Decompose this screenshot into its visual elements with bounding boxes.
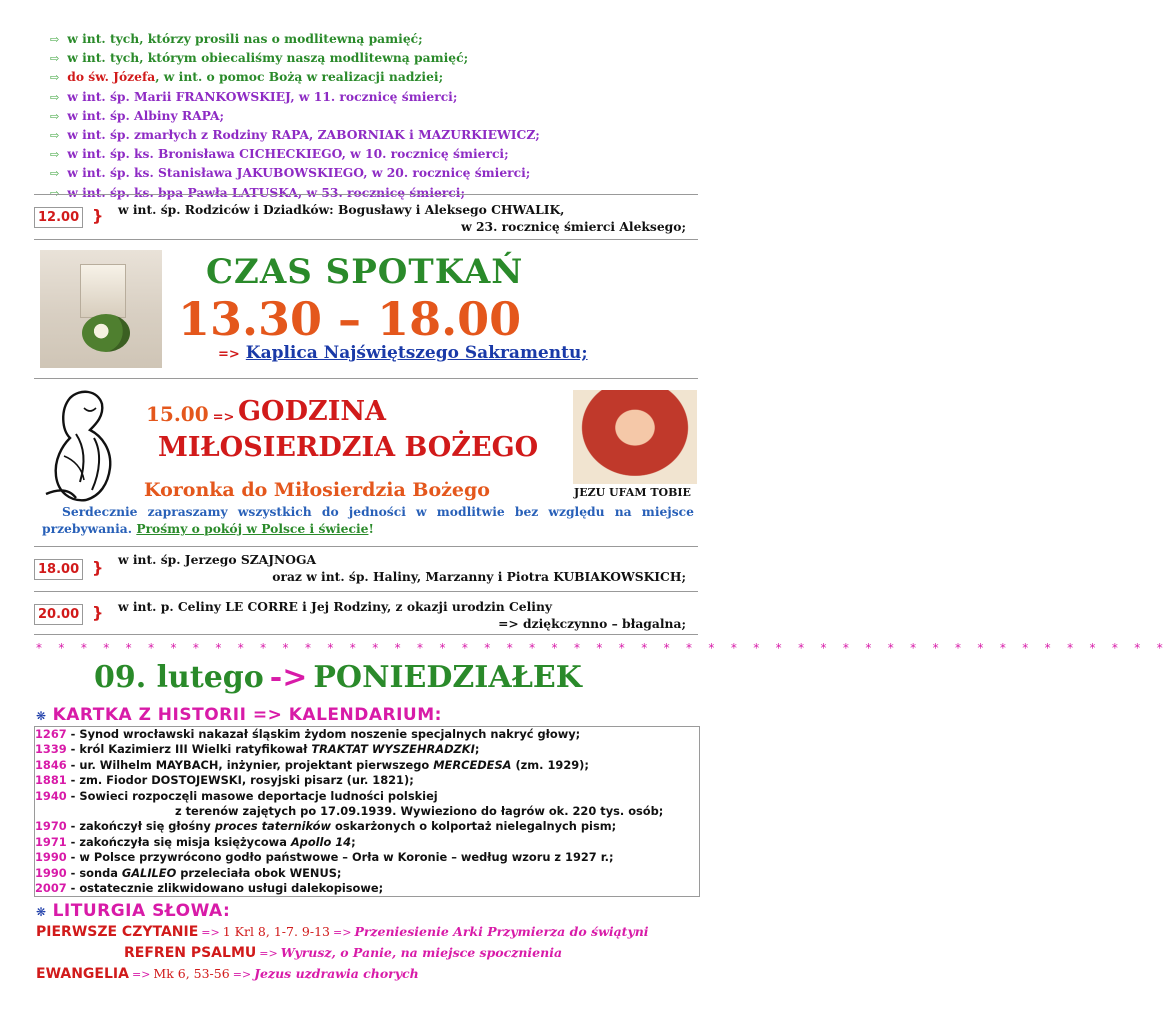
history-year: 2007 bbox=[35, 881, 67, 896]
mass-row-1200 bbox=[34, 194, 698, 240]
brace-icon: } bbox=[92, 603, 104, 622]
mass-time: 18.00 bbox=[34, 559, 83, 580]
mercy-title-2: MIŁOSIERDZIA BOŻEGO bbox=[158, 432, 539, 463]
mass-line: oraz w int. śp. Haliny, Marzanny i Piotra KUBIAKOWSKICH; bbox=[272, 569, 686, 584]
history-text: przeleciała obok WENUS; bbox=[176, 865, 342, 880]
mercy-invitation bbox=[42, 503, 694, 537]
history-year: 1940 bbox=[35, 788, 67, 803]
history-year: 1990 bbox=[35, 865, 67, 880]
history-item bbox=[35, 881, 699, 896]
history-box bbox=[34, 726, 700, 897]
arrow-right-icon: ⇨ bbox=[50, 148, 60, 162]
mercy-time: 15.00 bbox=[146, 402, 209, 426]
mass-row-1800 bbox=[34, 546, 698, 592]
reading-title: Przeniesienie Arki Przymierza do świątyni bbox=[354, 924, 649, 939]
history-em: GALILEO bbox=[121, 865, 177, 880]
mass-row-2000 bbox=[34, 594, 698, 635]
flower-bullet-icon: ❋ bbox=[36, 905, 47, 919]
arrow-right-icon: ⇨ bbox=[50, 33, 60, 46]
history-text: - Synod wrocławski nakazał śląskim żydom noszenie specjalnych nakryć głowy; bbox=[66, 727, 581, 741]
mercy-title-1: GODZINA bbox=[238, 396, 386, 427]
arrow-text: => bbox=[232, 968, 252, 981]
arrow-text: -> bbox=[269, 660, 308, 695]
arrow-right-icon: ⇨ bbox=[50, 129, 60, 143]
mass-intention bbox=[118, 201, 686, 235]
arrow-right-icon: ⇨ bbox=[50, 167, 60, 181]
mass-time: 20.00 bbox=[34, 604, 83, 625]
image-caption: JEZU UFAM TOBIE bbox=[574, 486, 691, 499]
gospel-title: Jezus uzdrawia chorych bbox=[254, 966, 419, 981]
arrow-text: => bbox=[333, 926, 352, 939]
brace-icon: } bbox=[92, 558, 104, 577]
arrow-text: => bbox=[218, 347, 240, 362]
intention-item: ⇨ w int. śp. ks. Bronisława CICHECKIEGO, w 10. rocznicę śmierci; bbox=[50, 146, 509, 162]
history-text: z terenów zajętych po 17.09.1939. Wywieziono do łagrów ok. 220 tys. osób; bbox=[175, 804, 664, 819]
meeting-place bbox=[218, 343, 588, 363]
history-item bbox=[35, 773, 699, 788]
intention-item: ⇨ w int. śp. zmarłych z Rodziny RAPA, ZABORNIAK i MAZURKIEWICZ; bbox=[50, 127, 540, 143]
history-text: - w Polsce przywrócono godło państwowe – Orła w Koronie – według wzoru z 1927 r.; bbox=[66, 850, 614, 865]
history-em: TRAKTAT WYSZEHRADZKI bbox=[311, 742, 475, 757]
intention-item: ⇨ w int. tych, którzy prosili nas o modlitewną pamięć; bbox=[50, 31, 423, 46]
history-text: - ostatecznie zlikwidowano usługi dalekopisowe; bbox=[66, 881, 384, 896]
gospel bbox=[36, 966, 419, 982]
history-text: - sonda bbox=[66, 865, 122, 880]
intention-item: ⇨ w int. śp. ks. bpa Pawła LATUSKA, w 53. rocznicę śmierci; bbox=[50, 184, 465, 200]
history-subtitle: KALENDARIUM: bbox=[288, 705, 442, 725]
mass-line: w int. p. Celiny LE CORRE i Jej Rodziny, z okazji urodzin Celiny bbox=[118, 599, 553, 614]
mercy-figure-image bbox=[40, 386, 134, 504]
arrow-right-icon: ⇨ bbox=[50, 186, 60, 200]
psalm-label: REFREN PSALMU bbox=[124, 945, 257, 961]
divider bbox=[34, 378, 698, 379]
history-year: 1990 bbox=[35, 850, 67, 865]
chapel-photo bbox=[40, 250, 162, 368]
brace-icon: } bbox=[92, 206, 104, 225]
first-reading bbox=[36, 924, 649, 940]
history-year: 1881 bbox=[35, 773, 67, 788]
history-item bbox=[35, 835, 699, 850]
history-year: 1267 bbox=[35, 727, 67, 741]
history-year: 1970 bbox=[35, 819, 67, 834]
history-year: 1339 bbox=[35, 742, 67, 757]
arrow-text: => bbox=[201, 926, 220, 939]
history-year: 1846 bbox=[35, 757, 67, 772]
history-em: Apollo 14 bbox=[290, 834, 352, 849]
history-text: ; bbox=[351, 834, 356, 849]
arrow-right-icon: ⇨ bbox=[50, 52, 60, 66]
history-text: ; bbox=[474, 742, 480, 757]
history-item bbox=[35, 758, 699, 773]
mass-time: 12.00 bbox=[34, 207, 83, 228]
history-title: KARTKA Z HISTORII bbox=[52, 705, 247, 725]
arrow-right-icon: ⇨ bbox=[50, 90, 60, 104]
psalm-text: Wyrusz, o Panie, na miejsce spocznienia bbox=[280, 945, 563, 960]
meeting-title: CZAS SPOTKAŃ bbox=[206, 252, 524, 292]
intention-item: ⇨ w int. śp. Albiny RAPA; bbox=[50, 107, 225, 123]
chaplet-title: Koronka do Miłosierdzia Bożego bbox=[144, 479, 490, 501]
flower-bullet-icon: ❋ bbox=[36, 709, 47, 723]
flowers-image bbox=[82, 314, 130, 352]
history-item bbox=[35, 727, 699, 742]
weekday-text: PONIEDZIAŁEK bbox=[313, 660, 582, 695]
reading-label: PIERWSZE CZYTANIE bbox=[36, 924, 199, 940]
gospel-ref: Mk 6, 53-56 bbox=[153, 966, 230, 981]
intention-item: ⇨ do św. Józefa, w int. o pomoc Bożą w realizacji nadziei; bbox=[50, 69, 444, 85]
tabernacle-image bbox=[80, 264, 126, 318]
date-text: 09. lutego bbox=[94, 660, 264, 695]
intention-item: ⇨ w int. tych, którym obiecaliśmy naszą modlitewną pamięć; bbox=[50, 50, 469, 66]
history-text: (zm. 1929); bbox=[511, 757, 589, 772]
history-item bbox=[35, 850, 699, 865]
history-item bbox=[35, 866, 699, 881]
reading-ref: 1 Krl 8, 1-7. 9-13 bbox=[222, 924, 330, 939]
history-text: - ur. Wilhelm MAYBACH, inżynier, projektant pierwszego bbox=[66, 757, 434, 772]
history-heading bbox=[36, 705, 442, 725]
divine-mercy-image bbox=[573, 390, 697, 484]
mass-intention bbox=[118, 551, 686, 585]
liturgy-title: LITURGIA SŁOWA: bbox=[52, 901, 231, 921]
mass-line: w int. śp. Jerzego SZAJNOGA bbox=[118, 552, 317, 567]
history-text: - zakończył się głośny bbox=[66, 819, 215, 834]
history-item bbox=[35, 789, 699, 804]
arrow-text: => bbox=[131, 968, 151, 981]
history-item bbox=[35, 742, 699, 757]
history-em: MERCEDESA bbox=[433, 757, 512, 772]
peace-text: Prośmy o pokój w Polsce i świecie bbox=[136, 521, 369, 536]
mass-line: w int. śp. Rodziców i Dziadków: Bogusławy i Aleksego CHWALIK, bbox=[118, 202, 565, 217]
intention-item: ⇨ w int. śp. ks. Stanisława JAKUBOWSKIEGO, w 20. rocznicę śmierci; bbox=[50, 165, 531, 181]
history-em: proces taterników bbox=[214, 819, 332, 834]
arrow-text: => bbox=[212, 410, 235, 425]
place-label: Kaplica Najświętszego Sakramentu; bbox=[245, 343, 588, 363]
star-divider: * * * * * * * * * * * * * * * * * * * * * * * * * * * * * * * * * * * * * * * * * * * * * * * * * * * bbox=[36, 641, 1169, 655]
arrow-text: => bbox=[252, 705, 283, 725]
mass-line: w 23. rocznicę śmierci Aleksego; bbox=[461, 219, 686, 234]
history-year: 1971 bbox=[35, 834, 67, 849]
date-heading bbox=[94, 660, 582, 695]
history-text: - Sowieci rozpoczęli masowe deportacje ludności polskiej bbox=[66, 788, 438, 803]
liturgy-heading bbox=[36, 901, 230, 921]
gospel-label: EWANGELIA bbox=[36, 966, 129, 982]
intentions-list bbox=[50, 30, 710, 203]
psalm bbox=[124, 945, 562, 961]
peace-end: ! bbox=[368, 521, 374, 536]
invite-text: Serdecznie zapraszamy wszystkich do jedności w modlitwie bez względu na miejsce przebywania. bbox=[42, 504, 694, 536]
mass-intention bbox=[118, 598, 686, 632]
arrow-right-icon: ⇨ bbox=[50, 109, 60, 123]
history-text: - król Kazimierz III Wielki ratyfikował bbox=[66, 742, 312, 757]
history-text: - zm. Fiodor DOSTOJEWSKI, rosyjski pisarz (ur. 1821); bbox=[66, 773, 414, 788]
history-item bbox=[35, 804, 699, 819]
intention-item: ⇨ w int. śp. Marii FRANKOWSKIEJ, w 11. rocznicę śmierci; bbox=[50, 88, 458, 104]
history-text: oskarżonych o kolportaż nielegalnych pism; bbox=[331, 819, 617, 834]
history-text: - zakończyła się misja księżycowa bbox=[66, 834, 291, 849]
mercy-hour bbox=[146, 402, 238, 426]
arrow-text: => bbox=[259, 947, 278, 960]
mass-line: => dziękczynno – błagalna; bbox=[498, 616, 686, 631]
meeting-hours: 13.30 – 18.00 bbox=[178, 292, 522, 346]
arrow-right-icon: ⇨ bbox=[50, 71, 60, 85]
history-item bbox=[35, 819, 699, 834]
